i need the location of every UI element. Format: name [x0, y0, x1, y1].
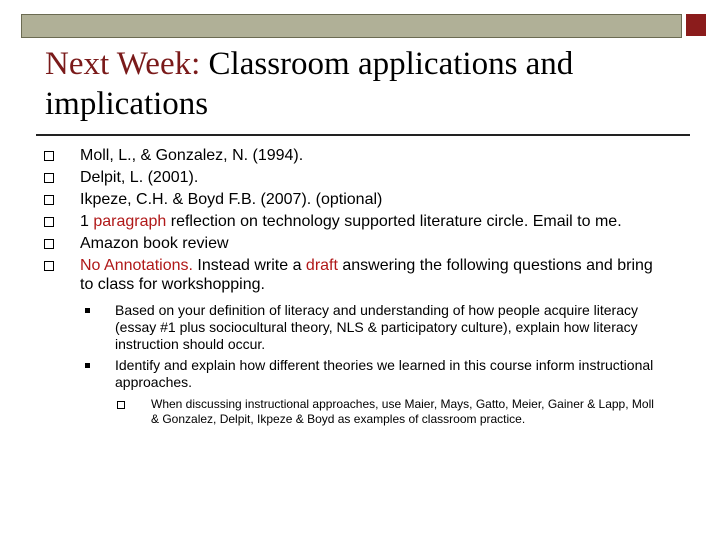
header-accent-block [686, 14, 706, 36]
bullet-text-mid: Instead write a [192, 257, 306, 274]
box-bullet-icon [44, 151, 54, 161]
slide-title [45, 44, 685, 124]
sub-bullet-text: Identify and explain how different theories we learned in this course inform instructional approaches. [115, 357, 654, 390]
highlight-draft: draft [305, 257, 338, 274]
bullet-text: Delpit, L. (2001). [80, 169, 199, 186]
bullet-item [44, 256, 664, 427]
title-divider [36, 134, 690, 136]
bullet-item [44, 146, 664, 165]
bullet-item [44, 190, 664, 209]
square-bullet-icon [85, 308, 90, 313]
bullet-text-pre: 1 [80, 213, 94, 230]
bullet-text-post: reflection on technology supported literature circle. Email to me. [166, 213, 622, 230]
bullet-item [44, 168, 664, 187]
square-bullet-icon [85, 363, 90, 368]
bullet-text: Moll, L., & Gonzalez, N. (1994). [80, 147, 304, 164]
box-bullet-icon [44, 239, 54, 249]
highlight-no-annotations: No Annotations. [80, 257, 193, 274]
box-bullet-icon [44, 217, 54, 227]
sub-sub-bullet-list [115, 397, 664, 427]
bullet-item [44, 212, 664, 231]
sub-bullet-item [80, 302, 664, 353]
bullet-list [44, 146, 664, 431]
bullet-text: Ikpeze, C.H. & Boyd F.B. (2007). (optional) [80, 191, 383, 208]
bullet-text: Amazon book review [80, 235, 229, 252]
small-box-bullet-icon [117, 401, 125, 409]
title-highlight: Next Week: [45, 46, 201, 82]
sub-bullet-list [80, 302, 664, 427]
highlight-paragraph: paragraph [93, 213, 167, 230]
sub-sub-bullet-text: When discussing instructional approaches, use Maier, Mays, Gatto, Meier, Gainer & Lapp, Moll & Gonzalez, Delpit, Ikpeze & Boyd as examples of classroom practice. [151, 397, 654, 426]
box-bullet-icon [44, 173, 54, 183]
box-bullet-icon [44, 195, 54, 205]
bullet-text-post: answering the following questions and bring to class for workshopping. [80, 257, 653, 293]
bullet-item [44, 234, 664, 253]
sub-bullet-item [80, 357, 664, 427]
header-decoration-bar [21, 14, 682, 38]
title-rest: Classroom applications and implications [45, 46, 574, 122]
sub-bullet-text: Based on your definition of literacy and understanding of how people acquire literacy (essay #1 plus sociocultural theory, NLS & participatory culture), explain how literacy instruction should occur. [115, 302, 638, 352]
box-bullet-icon [44, 261, 54, 271]
sub-sub-bullet-item [115, 397, 664, 427]
